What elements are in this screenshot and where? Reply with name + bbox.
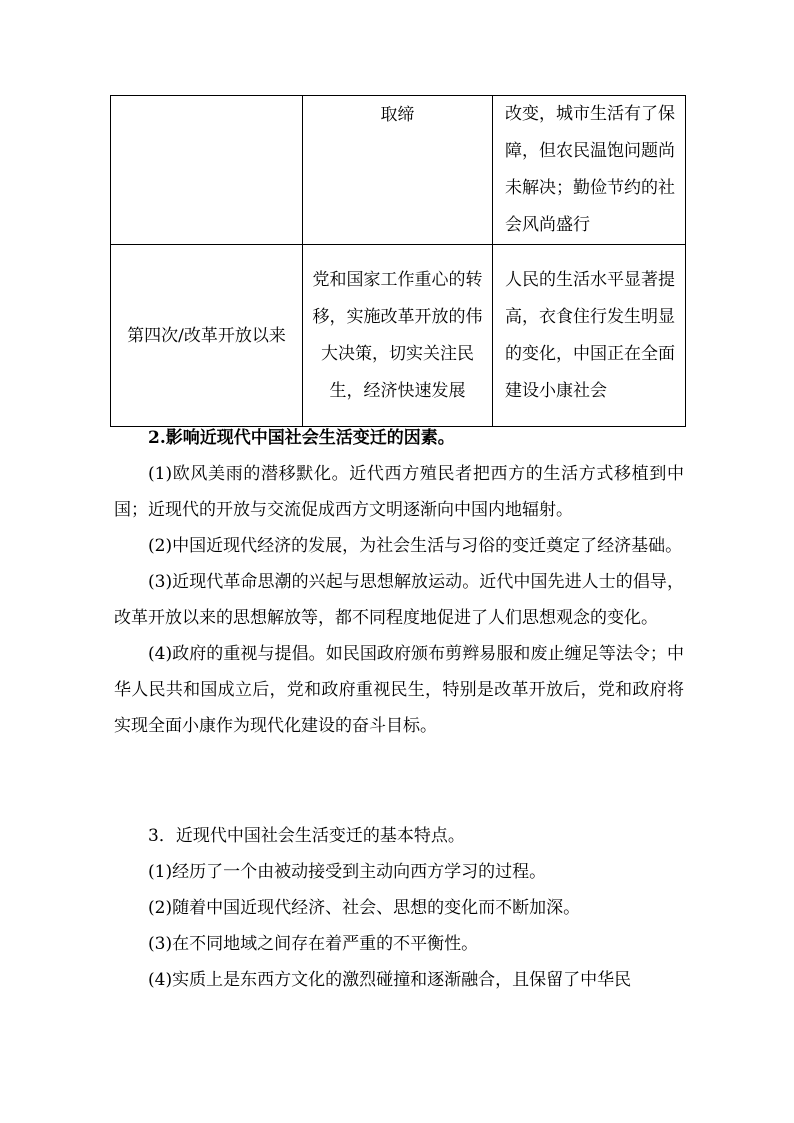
list-item: (2)中国近现代经济的发展，为社会生活与习俗的变迁奠定了经济基础。 <box>148 536 683 556</box>
table-cell-background <box>303 96 493 245</box>
section-heading: 2.影响近现代中国社会生活变迁的因素。 <box>148 428 455 448</box>
cell-text: 人民的生活水平显著提高，衣食住行发生明显的变化，中国正在全面建设小康社会 <box>505 269 675 401</box>
cell-text: 党和国家工作重心的转移，实施改革开放的伟大决策，切实关注民生，经济快速发展 <box>312 269 483 401</box>
list-item: (1)经历了一个由被动接受到主动向西方学习的过程。 <box>148 862 547 882</box>
cell-text: 取缔 <box>380 105 415 125</box>
list-item: (2)随着中国近现代经济、社会、思想的变化而不断加深。 <box>148 898 581 918</box>
table-cell-features <box>493 245 686 427</box>
table-row <box>111 245 686 427</box>
table-row <box>111 96 686 245</box>
list-item: (4)实质上是东西方文化的激烈碰撞和逐渐融合，且保留了中华民 <box>148 970 632 990</box>
section-heading: 3．近现代中国社会生活变迁的基本特点。 <box>148 826 465 846</box>
table-cell-stage <box>111 96 303 245</box>
section-features <box>114 818 684 998</box>
table-cell-features <box>493 96 686 245</box>
social-life-table <box>110 95 686 427</box>
list-item: (3)近现代革命思潮的兴起与思想解放运动。近代中国先进人士的倡导，改革开放以来的思想解放等，都不同程度地促进了人们思想观念的变化。 <box>114 572 684 628</box>
list-item: (1)欧风美雨的潜移默化。近代西方殖民者把西方的生活方式移植到中国；近现代的开放与交流促成西方文明逐渐向中国内地辐射。 <box>114 464 684 520</box>
table-cell-background <box>303 245 493 427</box>
list-item: (3)在不同地域之间存在着严重的不平衡性。 <box>148 934 479 954</box>
cell-text: 改变，城市生活有了保障，但农民温饱问题尚未解决；勤俭节约的社会风尚盛行 <box>505 104 675 235</box>
table-cell-stage: 第四次/改革开放以来 <box>111 245 303 427</box>
section-factors <box>114 420 684 744</box>
list-item: (4)政府的重视与提倡。如民国政府颁布剪辫易服和废止缠足等法令；中华人民共和国成立后，党和政府重视民生，特别是改革开放后，党和政府将实现全面小康作为现代化建设的奋斗目标。 <box>114 644 684 736</box>
